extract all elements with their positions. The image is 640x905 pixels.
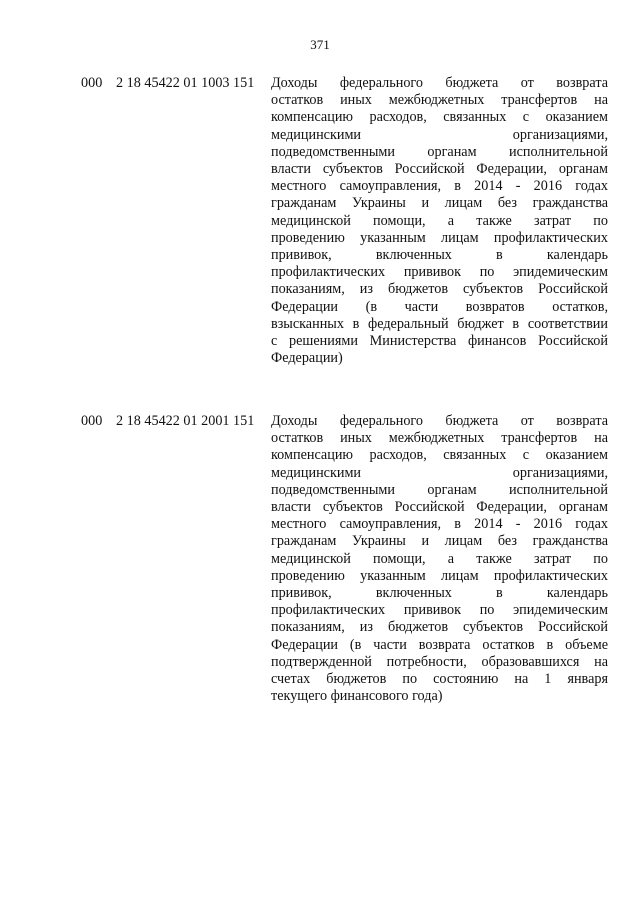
description-line: власти субъектов Российской Федерации, органам — [271, 161, 608, 178]
description-line: Доходы федерального бюджета от возврата — [271, 75, 608, 91]
description-line: власти субъектов Российской Федерации, органам — [271, 499, 608, 516]
description-line: текущего финансового года) — [271, 688, 443, 705]
description-line: подведомственными органам исполнительной — [271, 481, 608, 498]
description-line: местного самоуправления, в 2014 - 2016 годах — [271, 516, 608, 533]
description-line: медицинскими организациями, — [271, 126, 608, 143]
kbk-code: 2 18 45422 01 1003 151 — [116, 75, 255, 91]
admin-code: 000 — [81, 413, 103, 429]
description-line: прививок, включенных в календарь — [271, 247, 608, 264]
description-line: проведению указанным лицам профилактических — [271, 229, 608, 246]
description-line: остатков иных межбюджетных трансфертов на — [271, 430, 608, 447]
description-line: взысканных в федеральный бюджет в соответствии — [271, 315, 608, 332]
description-line: Федерации (в части возвратов остатков, — [271, 298, 608, 315]
description-line: счетах бюджетов по состоянию на 1 января — [271, 671, 608, 688]
kbk-code: 2 18 45422 01 2001 151 — [116, 413, 255, 429]
description-line: профилактических прививок по эпидемическим — [271, 602, 608, 619]
description-line: с решениями Министерства финансов Российской — [271, 333, 608, 350]
description-line: проведению указанным лицам профилактических — [271, 567, 608, 584]
page-number: 371 — [310, 37, 330, 52]
description-line: показаниям, из бюджетов субъектов Российской — [271, 281, 608, 298]
description-line: профилактических прививок по эпидемическим — [271, 264, 608, 281]
description-line: подведомственными органам исполнительной — [271, 143, 608, 160]
admin-code: 000 — [81, 75, 103, 91]
entry-description — [271, 75, 608, 367]
description-line: местного самоуправления, в 2014 - 2016 годах — [271, 178, 608, 195]
description-line: медицинскими организациями, — [271, 464, 608, 481]
description-line: гражданам Украины и лицам без гражданства — [271, 195, 608, 212]
description-line: прививок, включенных в календарь — [271, 585, 608, 602]
description-line: Федерации) — [271, 350, 343, 367]
description-line: медицинской помощи, а также затрат по — [271, 550, 608, 567]
description-line: Федерации (в части возврата остатков в объеме — [271, 636, 608, 653]
description-line: гражданам Украины и лицам без гражданства — [271, 533, 608, 550]
description-line: остатков иных межбюджетных трансфертов на — [271, 92, 608, 109]
description-line: компенсацию расходов, связанных с оказанием — [271, 447, 608, 464]
entry-description — [271, 413, 608, 705]
description-line: компенсацию расходов, связанных с оказанием — [271, 109, 608, 126]
description-line: подтвержденной потребности, образовавшихся на — [271, 653, 608, 670]
description-line: Доходы федерального бюджета от возврата — [271, 413, 608, 429]
description-line: показаниям, из бюджетов субъектов Российской — [271, 619, 608, 636]
description-line: медицинской помощи, а также затрат по — [271, 212, 608, 229]
